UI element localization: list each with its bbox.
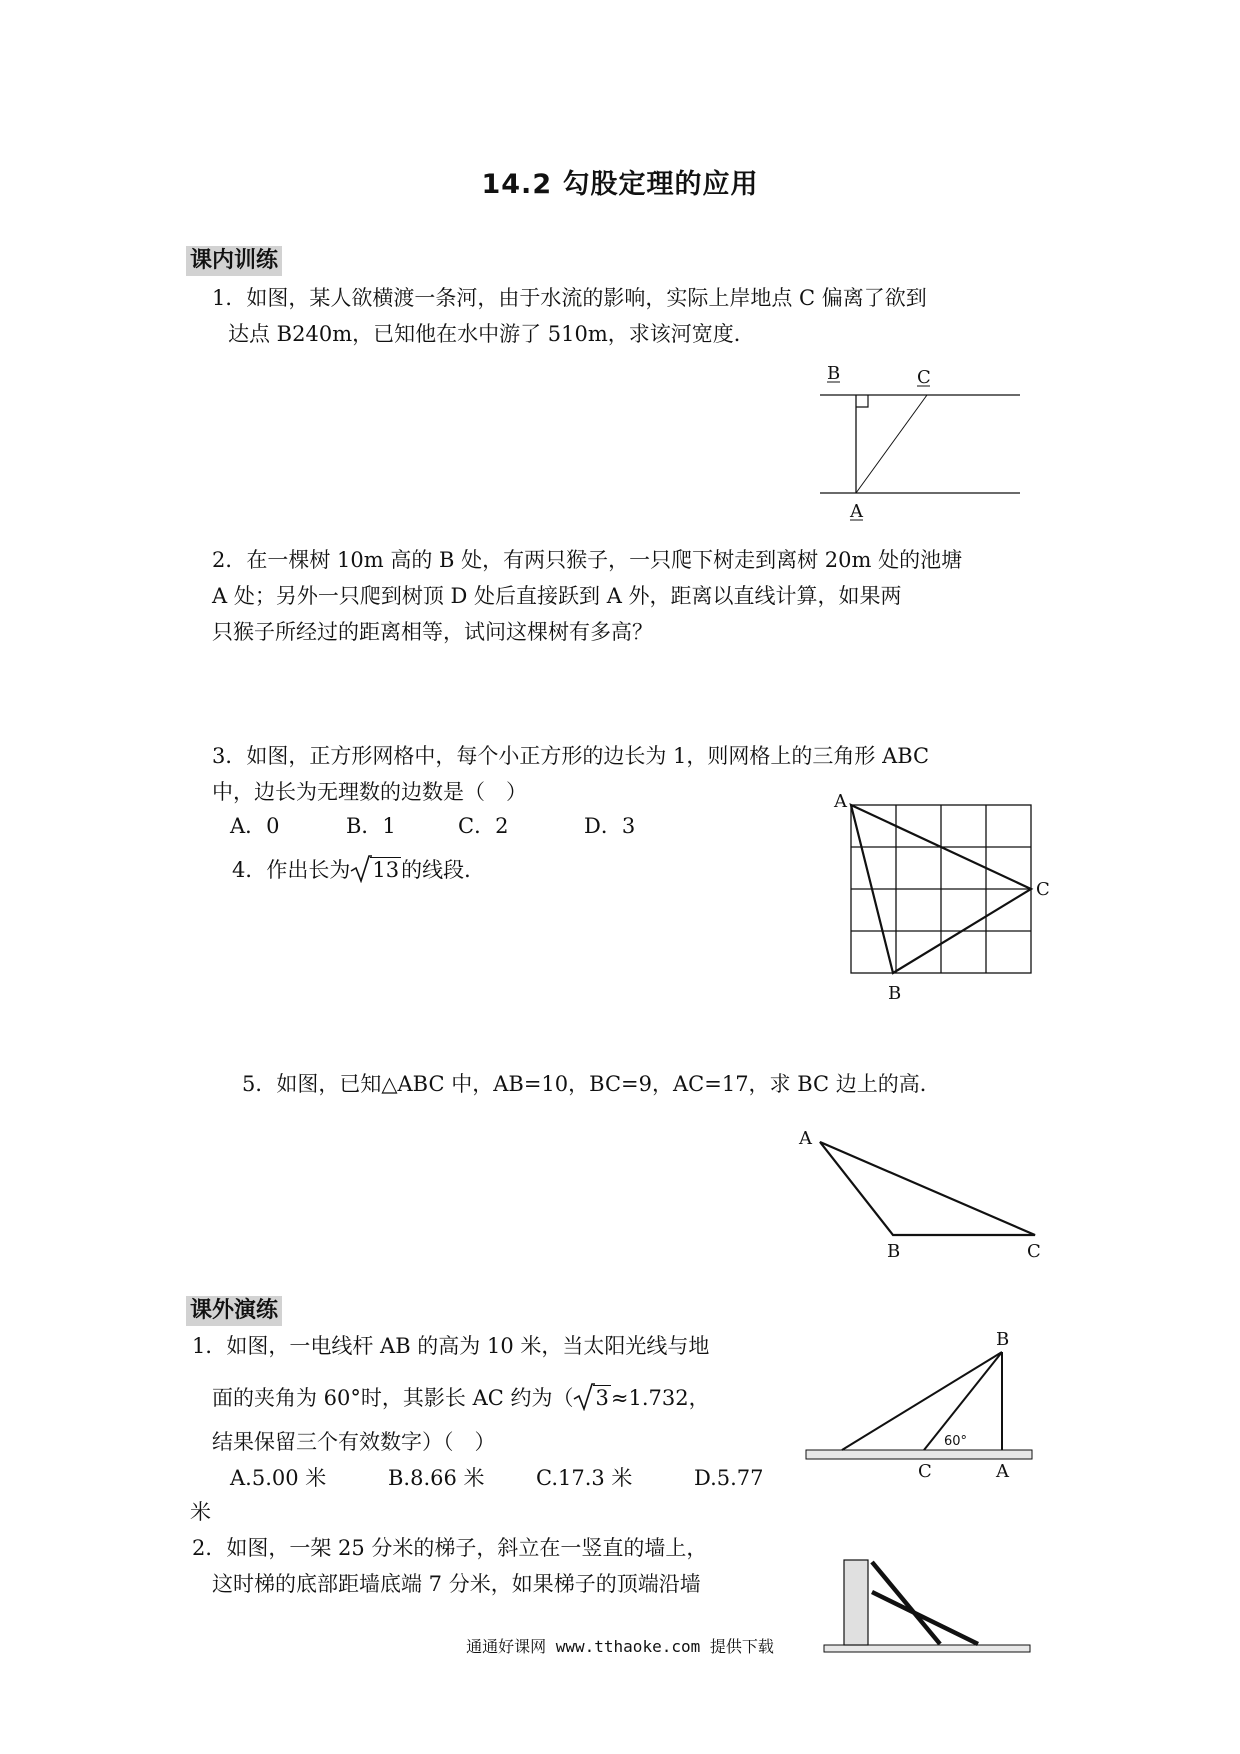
label-a: A [834, 791, 847, 812]
radicand: 13 [372, 858, 400, 882]
q2-line1: 2．在一棵树 10m 高的 B 处，有两只猴子，一只爬下树走到离树 20m 处的池塘 [212, 548, 963, 572]
e1-option-b: B.8.66 米 [388, 1466, 485, 1490]
section-heading-in-class: 课内训练 [186, 246, 282, 276]
page-title: 14.2 勾股定理的应用 [481, 169, 759, 200]
q5-text: 5．如图，已知△ABC 中，AB=10，BC=9，AC=17，求 BC 边上的高． [242, 1072, 941, 1096]
q1-river-figure [805, 355, 1035, 535]
ladder-original [872, 1562, 940, 1644]
e1-wrap-text: 米 [190, 1500, 211, 1524]
e1-pole-figure [800, 1325, 1040, 1485]
angle-label: 60° [944, 1434, 968, 1449]
e1-line2-suffix: ≈1.732， [610, 1386, 710, 1410]
e1-line2 [212, 1380, 710, 1416]
section-heading-extra: 课外演练 [186, 1296, 282, 1326]
q3-line2: 中，边长为无理数的边数是（ ） [212, 780, 527, 804]
q3-option-d: D．3 [584, 814, 636, 838]
right-angle-mark [856, 395, 868, 407]
q4-text [232, 852, 485, 888]
q1-line1: 1．如图，某人欲横渡一条河，由于水流的影响，实际上岸地点 C 偏离了欲到 [212, 286, 927, 310]
ground [806, 1450, 1032, 1459]
segment-ac [856, 395, 927, 493]
q4-prefix: 4．作出长为 [232, 858, 351, 882]
e2-line1: 2．如图，一架 25 分米的梯子，斜立在一竖直的墙上， [192, 1536, 708, 1560]
q3-line1: 3．如图，正方形网格中，每个小正方形的边长为 1，则网格上的三角形 ABC [212, 744, 930, 768]
long-shadow-line [842, 1352, 1002, 1450]
q3-grid-figure [825, 785, 1050, 1010]
label-c: C [918, 1461, 932, 1482]
q2-line3: 只猴子所经过的距离相等，试问这棵树有多高？ [212, 620, 653, 644]
label-b: B [827, 363, 841, 384]
label-c: C [1027, 1241, 1041, 1262]
square-grid [851, 805, 1031, 973]
radical-sign-icon [573, 1383, 595, 1411]
label-b: B [887, 1241, 901, 1262]
e1-option-c: C.17.3 米 [536, 1466, 633, 1490]
q1-line2: 达点 B240m，已知他在水中游了 510m，求该河宽度． [228, 322, 755, 346]
label-a: A [996, 1461, 1009, 1482]
wall [844, 1560, 868, 1645]
e1-option-d: D.5.77 [694, 1466, 764, 1490]
radical-sign-icon [350, 855, 372, 883]
footer-credit: 通通好课网 www.tthaoke.com 提供下载 [466, 1637, 774, 1656]
label-c: C [917, 367, 931, 388]
e1-line1: 1．如图，一电线杆 AB 的高为 10 米，当太阳光线与地 [192, 1334, 710, 1358]
q3-option-c: C．2 [458, 814, 509, 838]
e1-option-a: A.5.00 米 [230, 1466, 327, 1490]
sqrt-13 [350, 852, 401, 888]
label-a: A [799, 1128, 812, 1149]
sqrt-3 [573, 1380, 610, 1416]
triangle-abc [820, 1142, 1035, 1235]
label-b: B [996, 1329, 1010, 1350]
e2-line2: 这时梯的底部距墙底端 7 分米，如果梯子的顶端沿墙 [212, 1572, 701, 1596]
q2-line2: A 处；另外一只爬到树顶 D 处后直接跃到 A 外，距离以直线计算，如果两 [212, 584, 902, 608]
q3-option-b: B．1 [346, 814, 396, 838]
q3-option-a: A．0 [230, 814, 280, 838]
e1-line2-prefix: 面的夹角为 60°时，其影长 AC 约为（ [212, 1386, 574, 1410]
q4-suffix: 的线段． [401, 858, 486, 882]
radicand: 3 [595, 1386, 609, 1410]
q5-triangle-figure [795, 1122, 1045, 1262]
label-b: B [888, 983, 902, 1004]
label-c: C [1036, 879, 1050, 900]
label-a: A [850, 501, 863, 522]
e1-line3: 结果保留三个有效数字）（ ） [212, 1430, 496, 1454]
